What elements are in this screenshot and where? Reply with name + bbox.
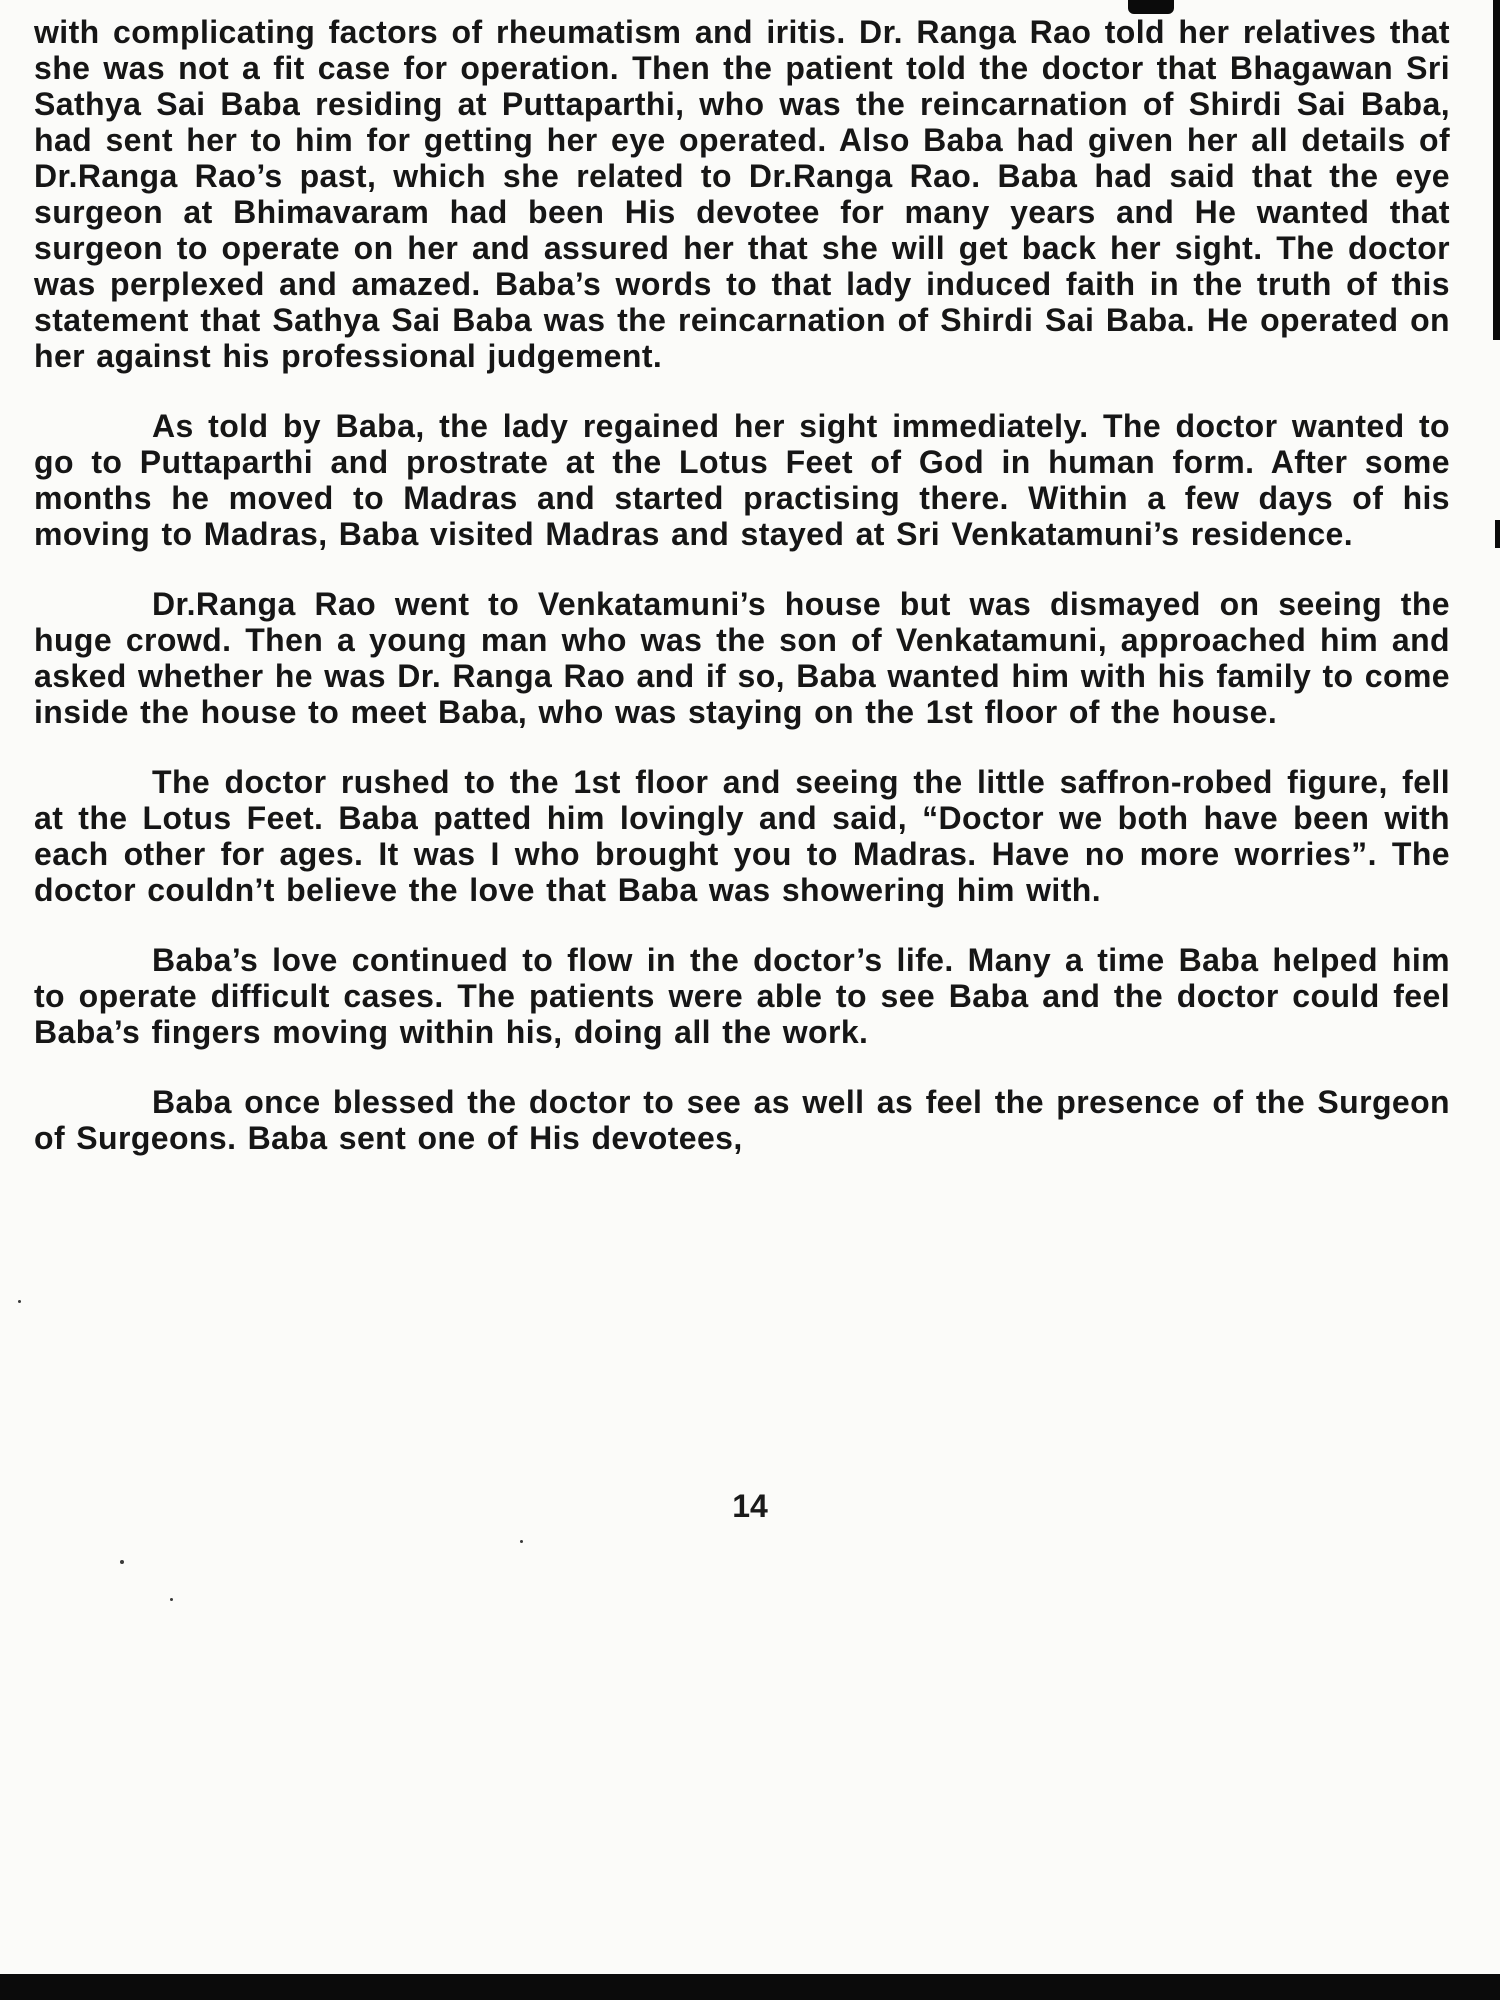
scan-artifact-top (1128, 0, 1174, 14)
paragraph-6: Baba once blessed the doctor to see as well as feel the presence of the Surgeon of Surgeons. Baba sent one of His devotees, (34, 1084, 1450, 1156)
scan-speck (120, 1560, 124, 1564)
paragraph-2: As told by Baba, the lady regained her sight immediately. The doctor wanted to go to Puttaparthi and prostrate at the Lotus Feet of God in human form. After some months he moved to Madras and started practising there. Within a few days of his moving to Madras, Baba visited Madras and stayed at Sri Venkatamuni’s residence. (34, 408, 1450, 552)
paragraph-1: with complicating factors of rheumatism and iritis. Dr. Ranga Rao told her relatives that she was not a fit case for operation. Then the patient told the doctor that Bhagawan Sri Sathya Sai Baba residing at Puttaparthi, who was the reincarnation of Shirdi Sai Baba, had sent her to him for getting her eye operated. Also Baba had given her all details of Dr.Ranga Rao’s past, which she related to Dr.Ranga Rao. Baba had said that the eye surgeon at Bhimavaram had been His devotee for many years and He wanted that surgeon to operate on her and assured her that she will get back her sight. The doctor was perplexed and amazed. Baba’s words to that lady induced faith in the truth of this statement that Sathya Sai Baba was the reincarnation of Shirdi Sai Baba. He operated on her against his professional judgement. (34, 14, 1450, 374)
scan-speck (520, 1540, 523, 1543)
scan-artifact-right-edge (1493, 0, 1500, 340)
scan-artifact-right-dot (1495, 520, 1500, 548)
page-number: 14 (732, 1488, 768, 1524)
paragraph-5: Baba’s love continued to flow in the doctor’s life. Many a time Baba helped him to operate difficult cases. The patients were able to see Baba and the doctor could feel Baba’s fingers moving within his, doing all the work. (34, 942, 1450, 1050)
scan-speck (18, 1300, 21, 1303)
scan-artifact-bottom (0, 1974, 1500, 2000)
scan-speck (170, 1598, 173, 1601)
page-text-block (34, 14, 1450, 1156)
paragraph-3: Dr.Ranga Rao went to Venkatamuni’s house but was dismayed on seeing the huge crowd. Then a young man who was the son of Venkatamuni, approached him and asked whether he was Dr. Ranga Rao and if so, Baba wanted him with his family to come inside the house to meet Baba, who was staying on the 1st floor of the house. (34, 586, 1450, 730)
paragraph-4: The doctor rushed to the 1st floor and seeing the little saffron-robed figure, fell at the Lotus Feet. Baba patted him lovingly and said, “Doctor we both have been with each other for ages. It was I who brought you to Madras. Have no more worries”. The doctor couldn’t believe the love that Baba was showering him with. (34, 764, 1450, 908)
